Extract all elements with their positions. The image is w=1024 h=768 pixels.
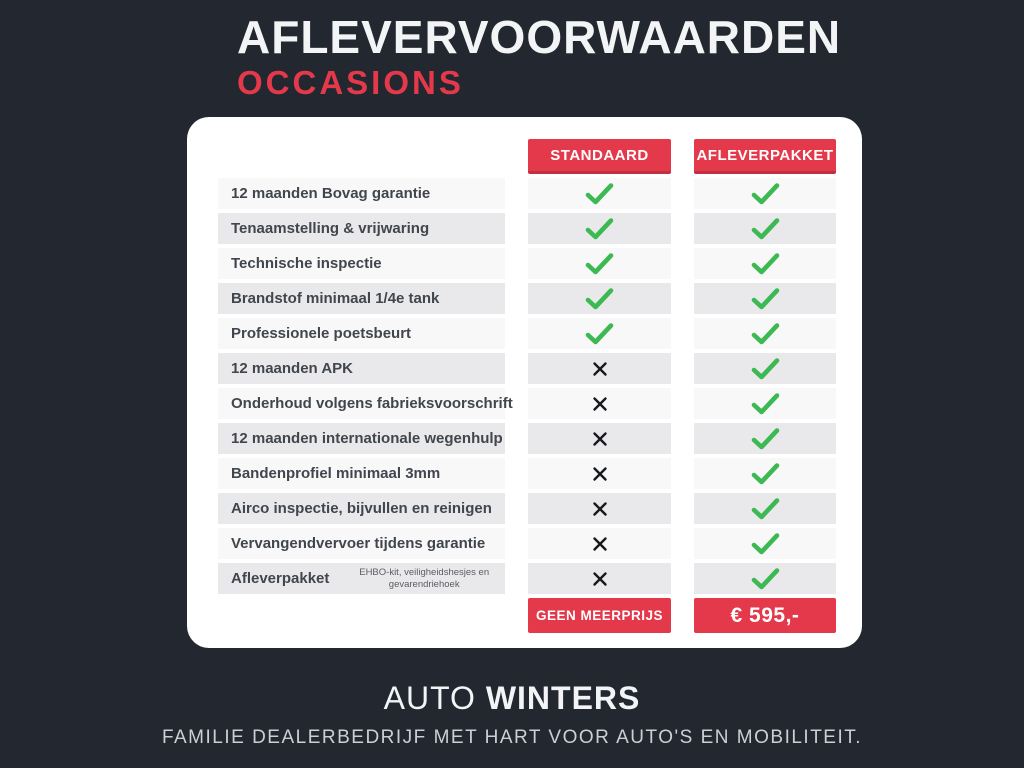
check-icon: [751, 532, 780, 555]
afleverpakket-value-cell: [694, 563, 836, 594]
header-spacer: [218, 139, 505, 174]
page-subtitle: OCCASIONS: [237, 64, 464, 101]
afleverpakket-value-cell: [694, 388, 836, 419]
afleverpakket-value-cell: [694, 283, 836, 314]
standaard-value-cell: [528, 563, 671, 594]
cross-icon: [592, 361, 608, 377]
feature-label: Brandstof minimaal 1/4e tank: [231, 290, 440, 307]
feature-label: Tenaamstelling & vrijwaring: [231, 220, 430, 237]
price-spacer: [218, 598, 505, 633]
cross-icon: [592, 536, 608, 552]
standaard-value-cell: [528, 318, 671, 349]
comparison-card: [187, 117, 862, 648]
table-row: [218, 353, 836, 384]
check-icon: [585, 217, 614, 240]
afleverpakket-value-cell: [694, 178, 836, 209]
standaard-value-cell: [528, 283, 671, 314]
table-row: [218, 213, 836, 244]
standaard-value-cell: [528, 423, 671, 454]
standaard-value-cell: [528, 458, 671, 489]
page-header: [237, 11, 842, 102]
column-header-afleverpakket: AFLEVERPAKKET: [694, 139, 836, 174]
feature-label: Professionele poetsbeurt: [231, 325, 412, 342]
feature-label: 12 maanden APK: [231, 360, 353, 377]
afleverpakket-value-cell: [694, 318, 836, 349]
price-afleverpakket: € 595,-: [694, 598, 836, 633]
cross-icon: [592, 466, 608, 482]
check-icon: [751, 322, 780, 345]
afleverpakket-value-cell: [694, 458, 836, 489]
feature-label-cell: [218, 388, 513, 419]
feature-label-cell: [218, 283, 505, 314]
check-icon: [751, 427, 780, 450]
check-icon: [751, 287, 780, 310]
cross-icon: [592, 396, 608, 412]
check-icon: [751, 497, 780, 520]
price-row: [218, 598, 836, 633]
table-row: [218, 178, 836, 209]
feature-label-cell: [218, 248, 505, 279]
brand-name-light: AUTO: [383, 680, 476, 716]
feature-note: EHBO-kit, veiligheidshesjes en gevarendriehoek: [359, 567, 490, 590]
check-icon: [751, 182, 780, 205]
table-row: [218, 318, 836, 349]
feature-label: Airco inspectie, bijvullen en reinigen: [231, 500, 492, 517]
check-icon: [751, 462, 780, 485]
column-header-standaard: STANDAARD: [528, 139, 671, 174]
page-title: AFLEVERVOORWAARDEN: [237, 11, 842, 63]
brand-tagline: FAMILIE DEALERBEDRIJF MET HART VOOR AUTO'S EN MOBILITEIT.: [161, 727, 863, 748]
check-icon: [751, 252, 780, 275]
price-standaard: GEEN MEERPRIJS: [528, 598, 671, 633]
afleverpakket-value-cell: [694, 423, 836, 454]
table-row: [218, 388, 836, 419]
feature-label: Vervangendvervoer tijdens garantie: [231, 535, 486, 552]
check-icon: [751, 392, 780, 415]
feature-label: Onderhoud volgens fabrieksvoorschrift: [231, 395, 513, 412]
feature-label: 12 maanden internationale wegenhulp: [231, 430, 503, 447]
feature-label-cell: [218, 213, 505, 244]
feature-label-cell: [218, 493, 505, 524]
feature-label-cell: [218, 528, 505, 559]
check-icon: [751, 217, 780, 240]
standaard-value-cell: [528, 178, 671, 209]
table-row: [218, 283, 836, 314]
table-rows: [218, 178, 836, 594]
standaard-value-cell: [528, 493, 671, 524]
table-row: [218, 458, 836, 489]
feature-label-cell: [218, 178, 505, 209]
check-icon: [585, 182, 614, 205]
feature-label-cell: [218, 318, 505, 349]
brand-name-bold: WINTERS: [485, 680, 641, 716]
afleverpakket-value-cell: [694, 528, 836, 559]
feature-label: Technische inspectie: [231, 255, 382, 272]
afleverpakket-value-cell: [694, 353, 836, 384]
table-row: [218, 528, 836, 559]
check-icon: [751, 357, 780, 380]
standaard-value-cell: [528, 248, 671, 279]
check-icon: [585, 287, 614, 310]
feature-label: Bandenprofiel minimaal 3mm: [231, 465, 441, 482]
feature-label: 12 maanden Bovag garantie: [231, 185, 431, 202]
table-row: [218, 493, 836, 524]
table-row: [218, 423, 836, 454]
brand-footer: [0, 680, 1024, 749]
cross-icon: [592, 571, 608, 587]
standaard-value-cell: [528, 353, 671, 384]
standaard-value-cell: [528, 213, 671, 244]
feature-label-cell: [218, 423, 505, 454]
check-icon: [585, 252, 614, 275]
cross-icon: [592, 431, 608, 447]
cross-icon: [592, 501, 608, 517]
feature-label: Afleverpakket: [231, 570, 330, 587]
feature-label-cell: [218, 563, 505, 594]
afleverpakket-value-cell: [694, 213, 836, 244]
brand-name: [0, 680, 1024, 717]
table-header-row: [218, 139, 836, 174]
check-icon: [751, 567, 780, 590]
afleverpakket-value-cell: [694, 248, 836, 279]
check-icon: [585, 322, 614, 345]
standaard-value-cell: [528, 528, 671, 559]
feature-label-cell: [218, 353, 505, 384]
standaard-value-cell: [528, 388, 671, 419]
feature-label-cell: [218, 458, 505, 489]
afleverpakket-value-cell: [694, 493, 836, 524]
table-row: [218, 248, 836, 279]
table-row: [218, 563, 836, 594]
